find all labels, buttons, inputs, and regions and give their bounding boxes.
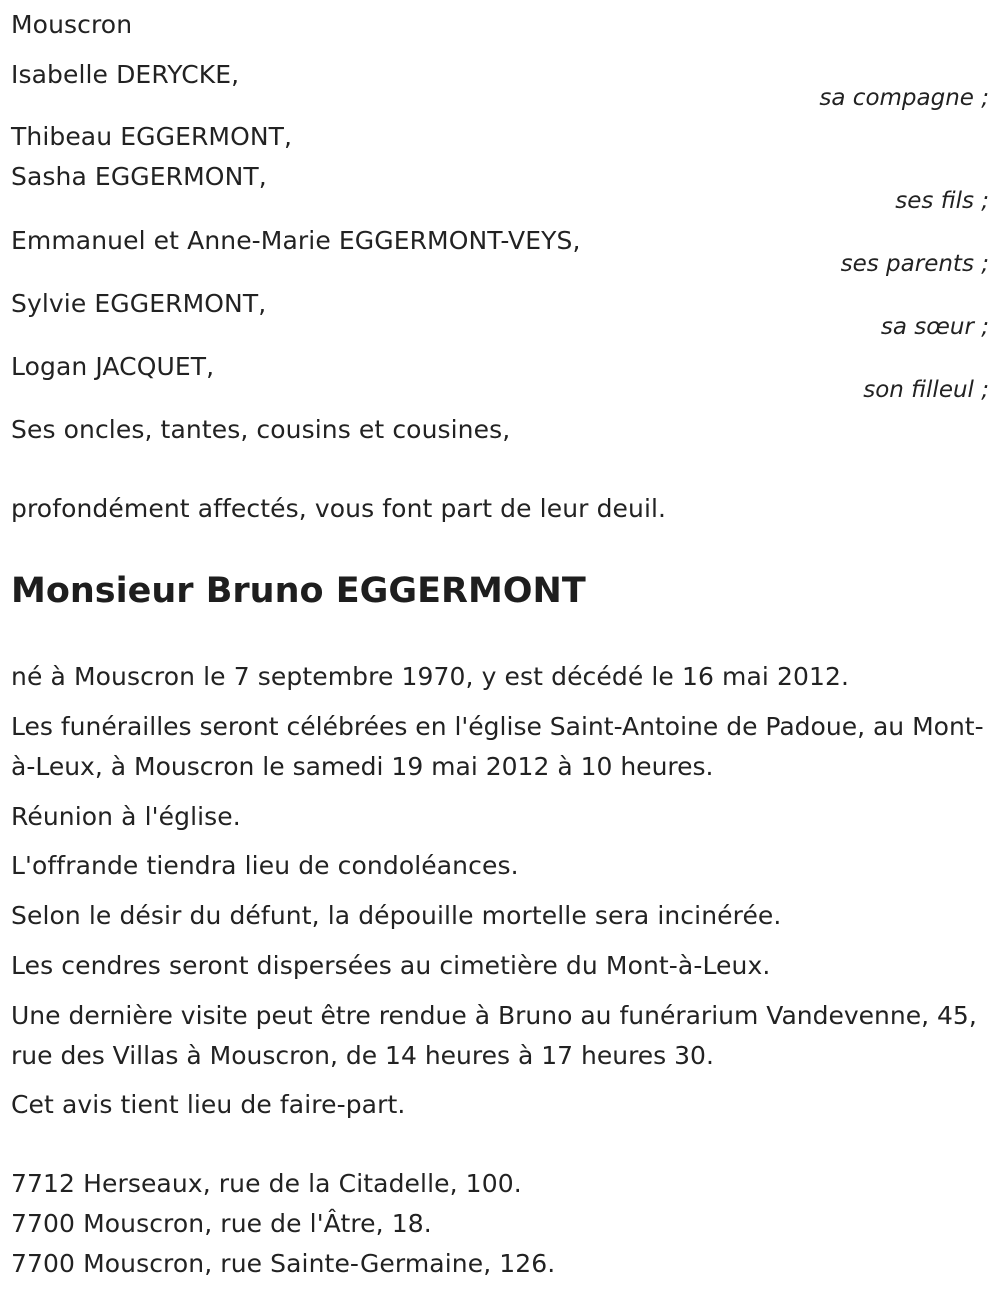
relation-parents: ses parents ; <box>840 251 989 277</box>
detail-birth-death: né à Mouscron le 7 septembre 1970, y est décédé le 16 mai 2012. <box>11 662 850 691</box>
family-member-son-2: Sasha EGGERMONT, <box>11 162 267 191</box>
relation-sons: ses fils ; <box>895 188 989 214</box>
detail-ashes: Les cendres seront dispersées au cimetière du Mont-à-Leux. <box>11 951 771 980</box>
detail-notice: Cet avis tient lieu de faire-part. <box>11 1090 406 1119</box>
family-member-companion: Isabelle DERYCKE, <box>11 60 240 89</box>
family-member-godson: Logan JACQUET, <box>11 352 215 381</box>
family-member-son-1: Thibeau EGGERMONT, <box>11 122 293 151</box>
address-2: 7700 Mouscron, rue de l'Âtre, 18. <box>11 1209 432 1238</box>
detail-meeting: Réunion à l'église. <box>11 802 241 831</box>
relation-companion: sa compagne ; <box>819 85 989 111</box>
deceased-name: Monsieur Bruno EGGERMONT <box>11 571 586 611</box>
detail-funeral: Les funérailles seront célébrées en l'église Saint-Antoine de Padoue, au Mont-à-Leux, à Mouscron le samedi 19 mai 2012 à 10 heures. <box>11 712 984 781</box>
detail-offering: L'offrande tiendra lieu de condoléances. <box>11 851 519 880</box>
family-extended: Ses oncles, tantes, cousins et cousines, <box>11 415 511 444</box>
detail-cremation: Selon le désir du défunt, la dépouille mortelle sera incinérée. <box>11 901 782 930</box>
city-heading: Mouscron <box>11 10 133 39</box>
family-member-sister: Sylvie EGGERMONT, <box>11 289 267 318</box>
relation-sister: sa sœur ; <box>880 314 989 340</box>
detail-last-visit: Une dernière visite peut être rendue à Bruno au funérarium Vandevenne, 45, rue des Villas à Mouscron, de 14 heures à 17 heures 30. <box>11 1001 977 1070</box>
relation-godson: son filleul ; <box>863 377 989 403</box>
announcement-text: profondément affectés, vous font part de leur deuil. <box>11 494 667 523</box>
address-3: 7700 Mouscron, rue Sainte-Germaine, 126. <box>11 1249 556 1278</box>
address-1: 7712 Herseaux, rue de la Citadelle, 100. <box>11 1169 522 1198</box>
family-member-parents: Emmanuel et Anne-Marie EGGERMONT-VEYS, <box>11 226 581 255</box>
